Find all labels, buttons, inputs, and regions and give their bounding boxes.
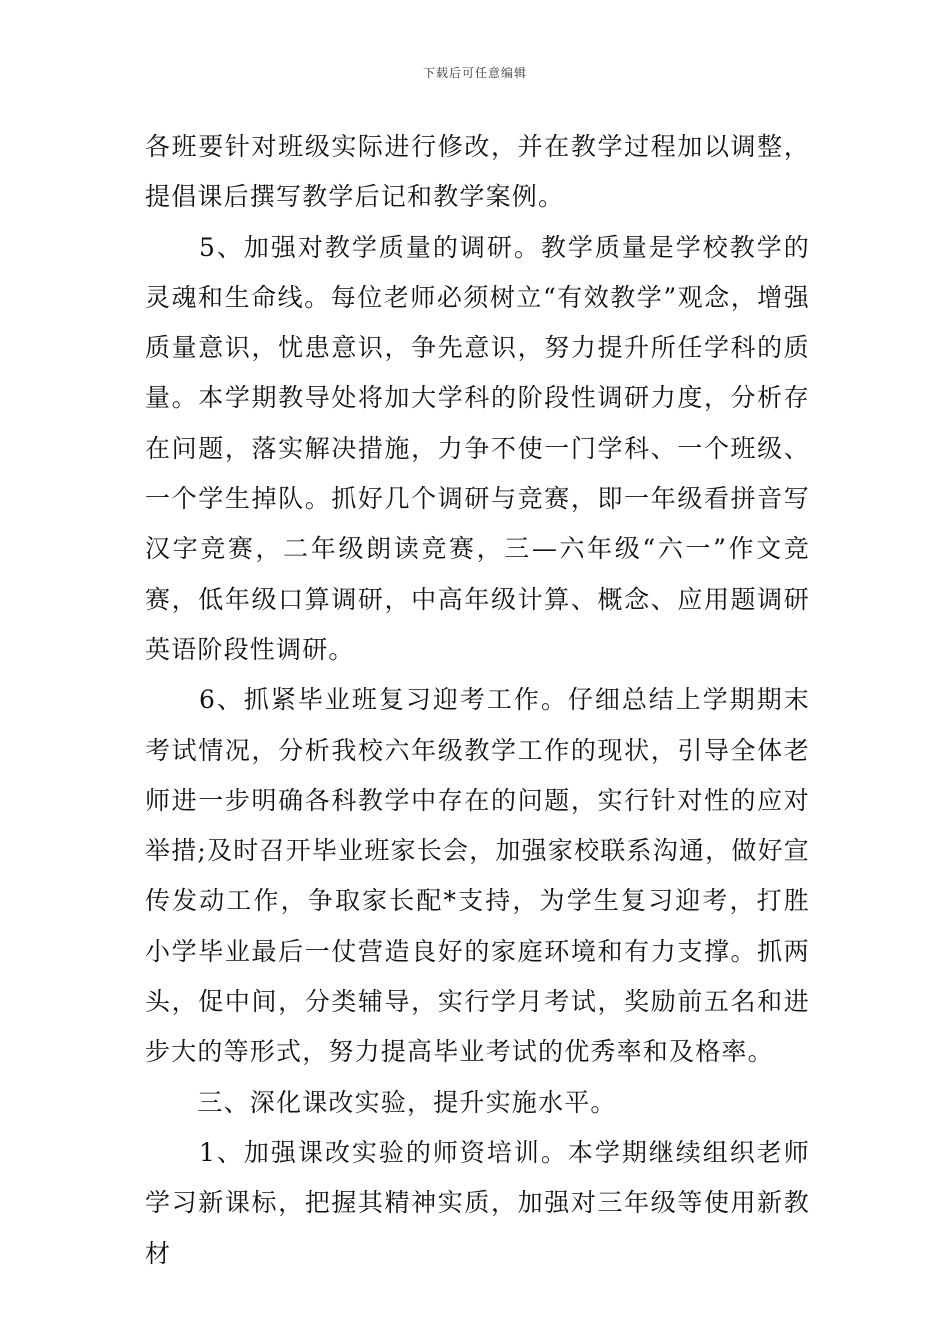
section-heading-3: 三、深化课改实验，提升实施水平。	[145, 1087, 617, 1117]
header-note: 下载后可任意编辑	[422, 66, 527, 80]
paragraph-continuation: 各班要针对班级实际进行修改，并在教学过程加以调整，提倡课后撰写教学后记和教学案例。	[145, 132, 810, 212]
paragraph-item-5: 5、加强对教学质量的调研。教学质量是学校教学的灵魂和生命线。每位老师必须树立“有效教学”观念，增强质量意识，忧患意识，争先意识，努力提升所任学科的质量。本学期教导处将加大学科的阶段性调研力度，分析存在问题，落实解决措施，力争不使一门学科、一个班级、一个学生掉队。抓好几个调研与竞赛，即一年级看拼音写汉字竞赛，二年级朗读竞赛，三—六年级“六一”作文竞赛，低年级口算调研，中高年级计算、概念、应用题调研英语阶段性调研。	[145, 232, 810, 664]
paragraph-item-1: 1、加强课改实验的师资培训。本学期继续组织老师学习新课标，把握其精神实质，加强对三年级等使用新教材	[145, 1137, 810, 1268]
paragraph-item-6: 6、抓紧毕业班复习迎考工作。仔细总结上学期期末考试情况，分析我校六年级教学工作的现状，引导全体老师进一步明确各科教学中存在的问题，实行针对性的应对举措;及时召开毕业班家长会，加强家校联系沟通，做好宣传发动工作，争取家长配*支持，为学生复习迎考，打胜小学毕业最后一仗营造良好的家庭环境和有力支撑。抓两头，促中间，分类辅导，实行学月考试，奖励前五名和进步大的等形式，努力提高毕业考试的优秀率和及格率。	[145, 685, 810, 1067]
document-body	[145, 122, 810, 1279]
